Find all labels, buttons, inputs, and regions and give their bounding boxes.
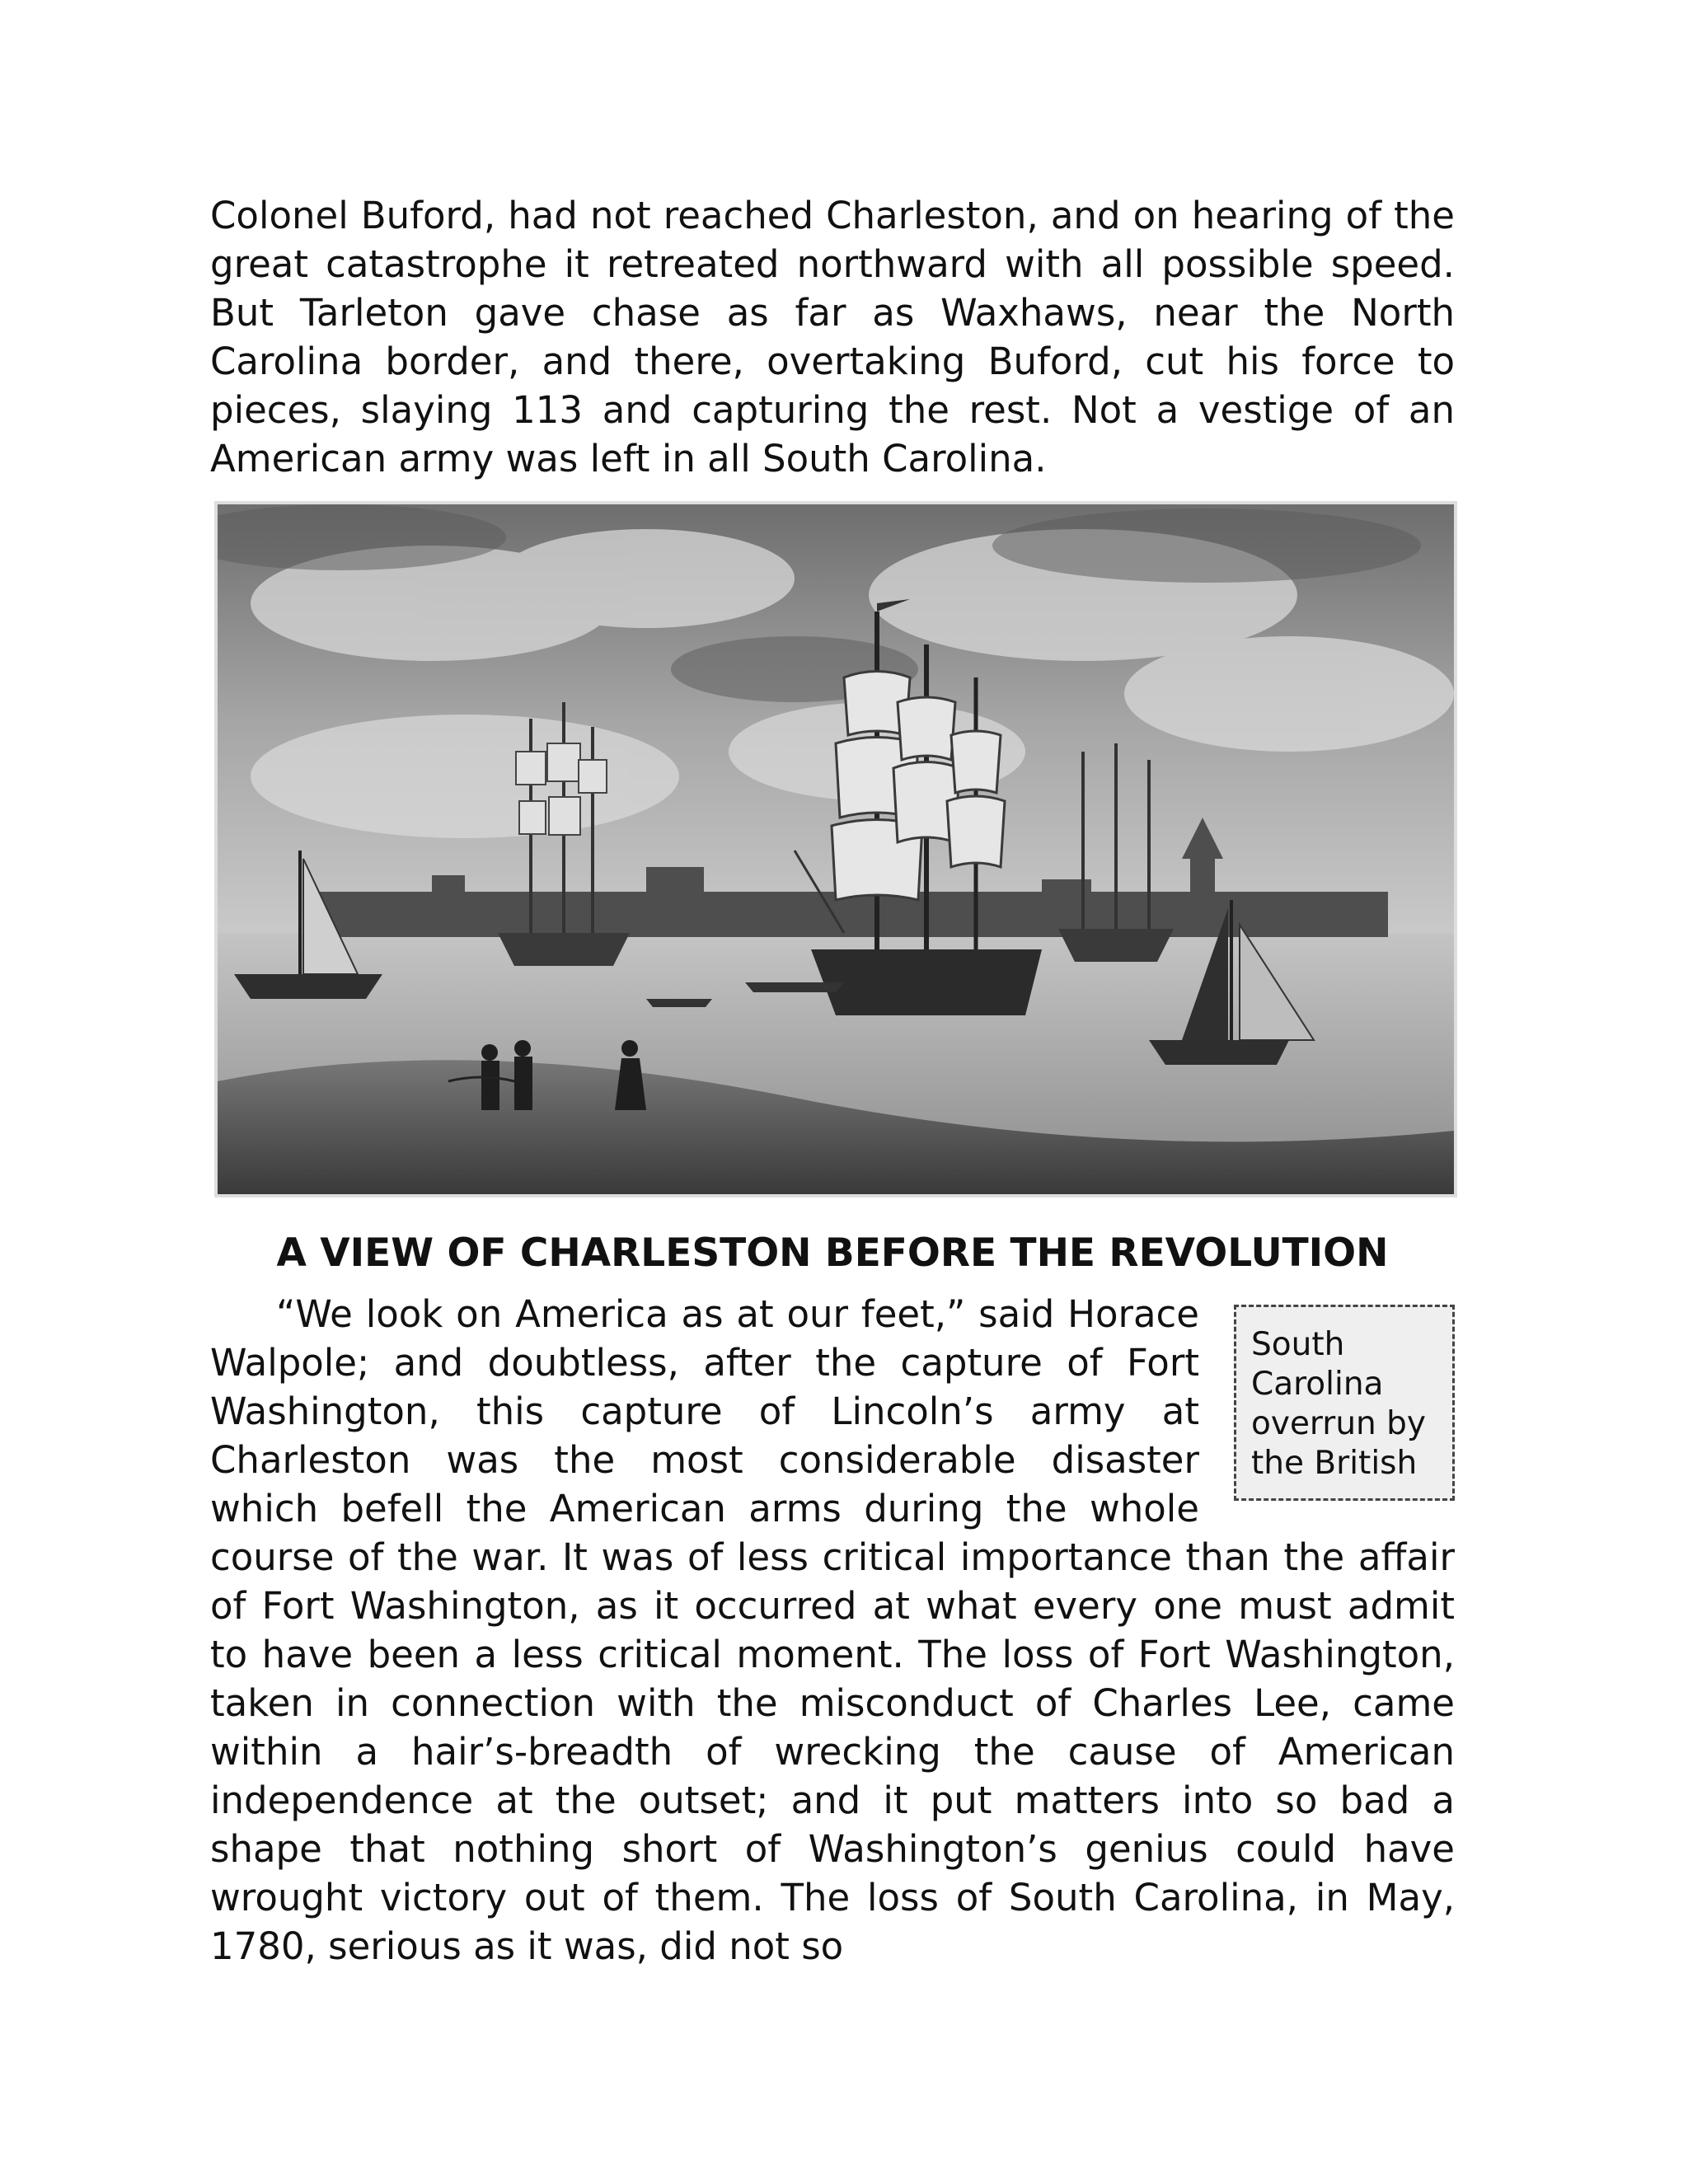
charleston-harbor-engraving: [214, 501, 1457, 1197]
sidebar-note: South Carolina overrun by the British: [1234, 1305, 1455, 1501]
paragraph-2: [210, 1290, 1455, 1971]
engraving-image: [218, 504, 1454, 1194]
page-content: [210, 191, 1455, 1971]
paragraph-2-text: “We look on America as at our feet,” said Horace Walpole; and doubtless, after the capture of Fort Washington, this capture of Lincoln’s army at Charleston was the most considerable disaster which befell the American arms during the whole course of the war. It was of less critical importance than the affair of Fort Washington, as it occurred at what every one must admit to have been a less critical moment. The loss of Fort Washington, taken in connection with the misconduct of Charles Lee, came within a hair’s-breadth of wrecking the cause of American independence at the outset; and it put matters into so bad a shape that nothing short of Washington’s genius could have wrought victory out of them. The loss of South Carolina, in May, 1780, serious as it was, did not so: [210, 1292, 1455, 1968]
paragraph-1: Colonel Buford, had not reached Charleston, and on hearing of the great catastrophe it retreated northward with all possible speed. But Tarleton gave chase as far as Waxhaws, near the North Carolina border, and there, overtaking Buford, cut his force to pieces, slaying 113 and capturing the rest. Not a vestige of an American army was left in all South Carolina.: [210, 194, 1455, 480]
figure-caption: A VIEW OF CHARLESTON BEFORE THE REVOLUTION: [276, 1230, 1389, 1276]
